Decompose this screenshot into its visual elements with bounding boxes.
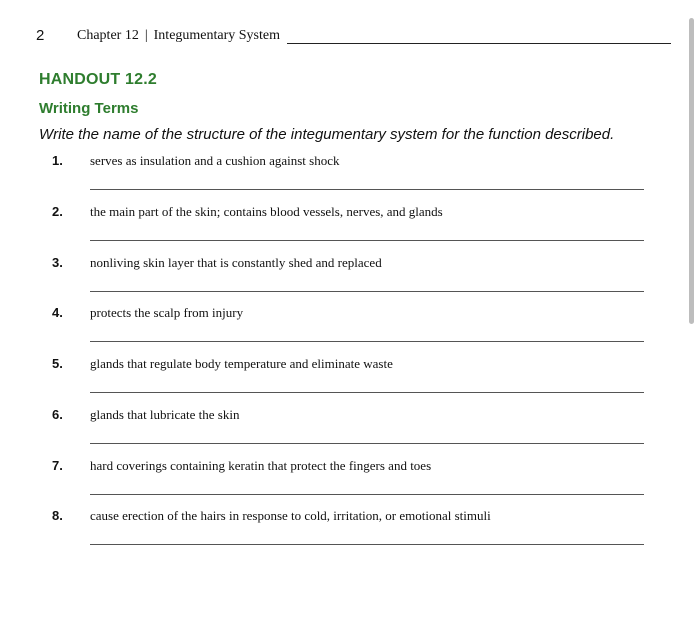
answer-line[interactable] bbox=[90, 240, 644, 241]
answer-line[interactable] bbox=[90, 291, 644, 292]
section-title: Writing Terms bbox=[39, 100, 139, 117]
question-number: 2. bbox=[52, 204, 63, 219]
question-text: protects the scalp from injury bbox=[90, 305, 244, 320]
question-number: 4. bbox=[52, 305, 63, 320]
handout-title: HANDOUT 12.2 bbox=[39, 71, 157, 88]
answer-line[interactable] bbox=[90, 494, 644, 495]
question-item bbox=[0, 407, 700, 457]
question-item bbox=[0, 508, 700, 558]
question-item bbox=[0, 458, 700, 508]
question-text: hard coverings containing keratin that protect the fingers and toes bbox=[90, 458, 432, 473]
question-item bbox=[0, 153, 700, 203]
question-item bbox=[0, 255, 700, 305]
question-number: 7. bbox=[52, 458, 63, 473]
question-text: nonliving skin layer that is constantly shed and replaced bbox=[90, 255, 382, 270]
question-number: 5. bbox=[52, 356, 63, 371]
answer-line[interactable] bbox=[90, 443, 644, 444]
question-number: 8. bbox=[52, 508, 63, 523]
answer-line[interactable] bbox=[90, 189, 644, 190]
question-item bbox=[0, 356, 700, 406]
instructions: Write the name of the structure of the integumentary system for the function described. bbox=[39, 126, 615, 143]
question-text: glands that regulate body temperature and eliminate waste bbox=[90, 356, 393, 371]
question-number: 3. bbox=[52, 255, 63, 270]
question-item bbox=[0, 305, 700, 355]
answer-line[interactable] bbox=[90, 392, 644, 393]
header-separator: | bbox=[144, 28, 148, 43]
answer-line[interactable] bbox=[90, 544, 644, 545]
question-item bbox=[0, 204, 700, 254]
chapter-label: Chapter 12 bbox=[77, 28, 139, 43]
question-number: 1. bbox=[52, 153, 63, 168]
question-text: cause erection of the hairs in response to cold, irritation, or emotional stimuli bbox=[90, 508, 491, 523]
question-text: serves as insulation and a cushion against shock bbox=[90, 153, 340, 168]
question-number: 6. bbox=[52, 407, 63, 422]
section-label: Integumentary System bbox=[153, 28, 281, 43]
page-number: 2 bbox=[36, 27, 45, 44]
running-head bbox=[77, 28, 280, 44]
answer-line[interactable] bbox=[90, 341, 644, 342]
question-text: glands that lubricate the skin bbox=[90, 407, 240, 422]
question-text: the main part of the skin; contains blood vessels, nerves, and glands bbox=[90, 204, 443, 219]
header-rule bbox=[287, 43, 671, 44]
